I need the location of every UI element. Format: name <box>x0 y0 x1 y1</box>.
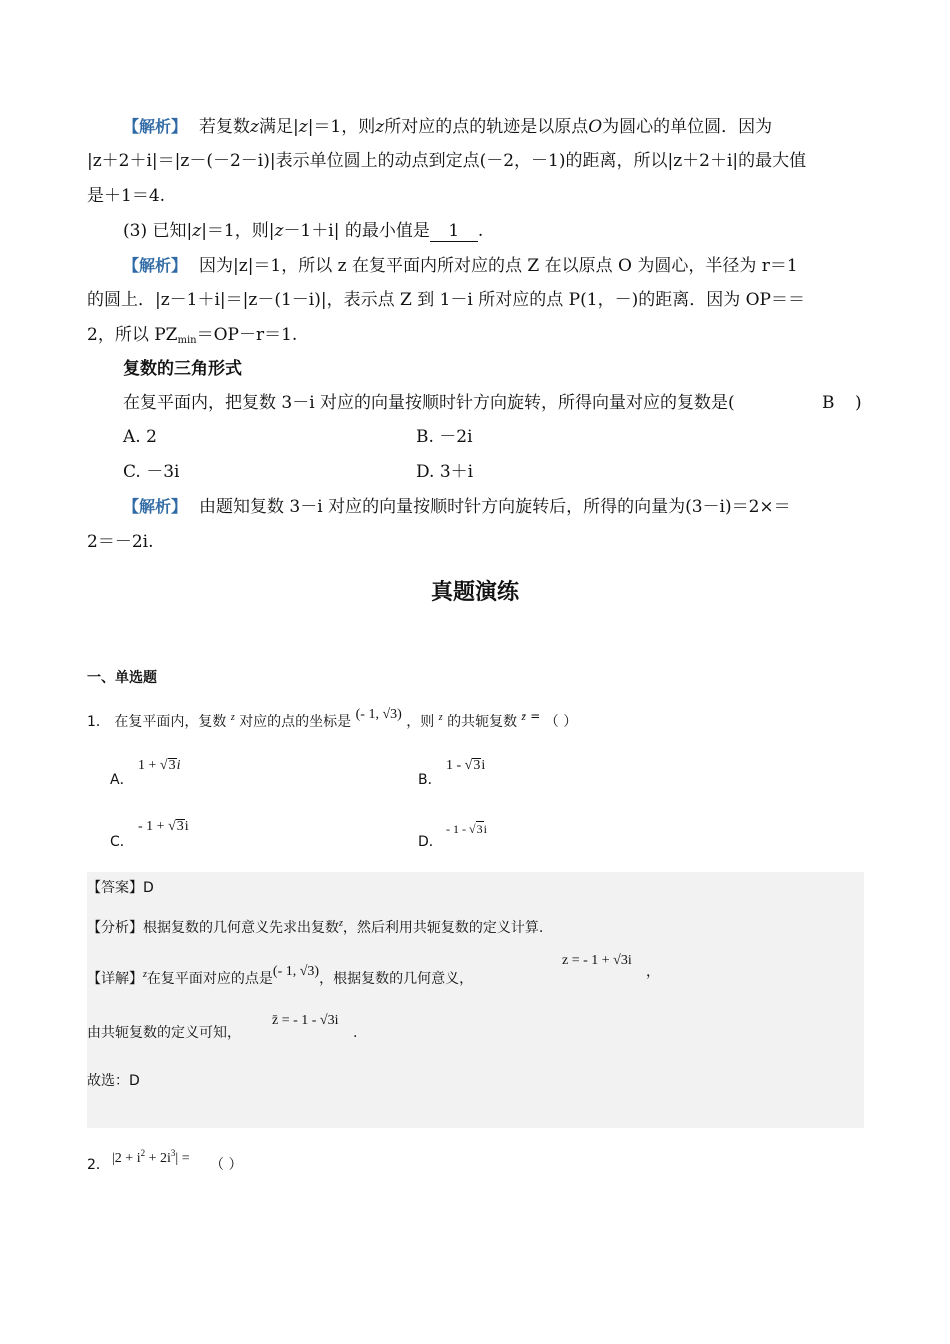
choose-line: 故选：D <box>87 1073 140 1089</box>
option-a-label: A． <box>110 772 134 788</box>
detail-line: 【详解】$^z$在复平面对应的点是(- 1, √3)，根据复数的几何意义， <box>87 964 474 987</box>
question-4-answer: B <box>822 393 835 413</box>
analysis-paragraph-3-line-1: 【解析】 由题知复数 3－i 对应的向量按顺时针方向旋转后，所得的向量为(3－i)＝2×＝ <box>123 497 791 517</box>
option-b-formula: 1 - √3i <box>446 758 486 773</box>
section-heading-trig-form: 复数的三角形式 <box>123 359 242 379</box>
exercise-2-paren: （ ） <box>210 1157 243 1173</box>
option-a-formula: 1 + √3i <box>138 758 181 773</box>
analysis-paragraph-1-line-2: |z＋2＋i|＝|z－(－2－i)|表示单位圆上的动点到定点(－2，－1)的距离，所以|z＋2＋i|的最大值 <box>87 151 807 171</box>
analysis-tag: 【解析】 <box>123 117 188 136</box>
option-d-formula: - 1 - √3i <box>446 822 487 836</box>
analysis-tag: 【解析】 <box>123 497 188 516</box>
analysis-line: 【分析】根据复数的几何意义先求出复数$^z$，然后利用共轭复数的定义计算. <box>87 918 544 936</box>
analysis-paragraph-2-line-1: 【解析】 因为|z|＝1，所以 z 在复平面内所对应的点 Z 在以原点 O 为圆心，半径为 r＝1 <box>123 256 798 276</box>
page-title: 真题演练 <box>430 580 519 605</box>
option-b-label: B． <box>418 772 442 788</box>
section-label: 一、单选题 <box>87 670 157 686</box>
question-4-stem: 在复平面内，把复数 3－i 对应的向量按顺时针方向旋转，所得向量对应的复数是( <box>123 393 735 413</box>
answer-line: 【答案】D <box>87 880 154 896</box>
analysis-tag: 【解析】 <box>123 256 188 275</box>
analysis-paragraph-1-line-1: 【解析】 若复数z满足|z|＝1，则z所对应的点的轨迹是以原点O为圆心的单位圆．因为 <box>123 117 773 137</box>
question-3: (3) 已知|z|＝1，则|z－1＋i| 的最小值是 1 . <box>123 221 484 241</box>
exercise-1-stem: 1． 在复平面内，复数 $^z$ 对应的点的坐标是 (- 1, √3) ，则 $^z$ 的共轭复数 $^{z̄}$ = （ ） <box>87 707 578 730</box>
question-4-option-a: A. 2 <box>123 427 157 447</box>
analysis-paragraph-1-line-3: 是＋1＝4. <box>87 186 166 206</box>
option-d-label: D． <box>418 834 443 850</box>
answer-blank: 1 <box>430 221 478 242</box>
question-4-close-paren: ) <box>855 393 862 413</box>
analysis-paragraph-2-line-2: 的圆上．|z－1＋i|＝|z－(1－i)|，表示点 Z 到 1－i 所对应的点 P(1，－)的距离．因为 OP＝＝ <box>87 290 805 310</box>
option-c-label: C． <box>110 834 134 850</box>
exercise-2-formula: $|2 + i^2 + 2i^3|$ = <box>112 1148 190 1166</box>
conjugate-line: 由共轭复数的定义可知， <box>87 1025 241 1041</box>
conjugate-end: . <box>353 1025 358 1041</box>
analysis-paragraph-2-line-3: 2，所以 $PZ_{min}=OP-r=1$. <box>87 325 298 346</box>
detail-formula: z = - 1 + √3i <box>562 953 632 968</box>
conjugate-formula: z̄ = - 1 - √3i <box>272 1013 339 1028</box>
analysis-paragraph-3-line-2: 2＝－2i. <box>87 532 154 552</box>
question-4-option-c: C. －3i <box>123 462 180 482</box>
question-4-option-d: D. 3＋i <box>416 462 474 482</box>
question-4-option-b: B. －2i <box>416 427 473 447</box>
detail-end: ， <box>646 964 660 980</box>
answer-box <box>87 872 864 1128</box>
option-c-formula: - 1 + √3i <box>138 819 189 834</box>
exercise-2-number: 2． <box>87 1157 110 1173</box>
